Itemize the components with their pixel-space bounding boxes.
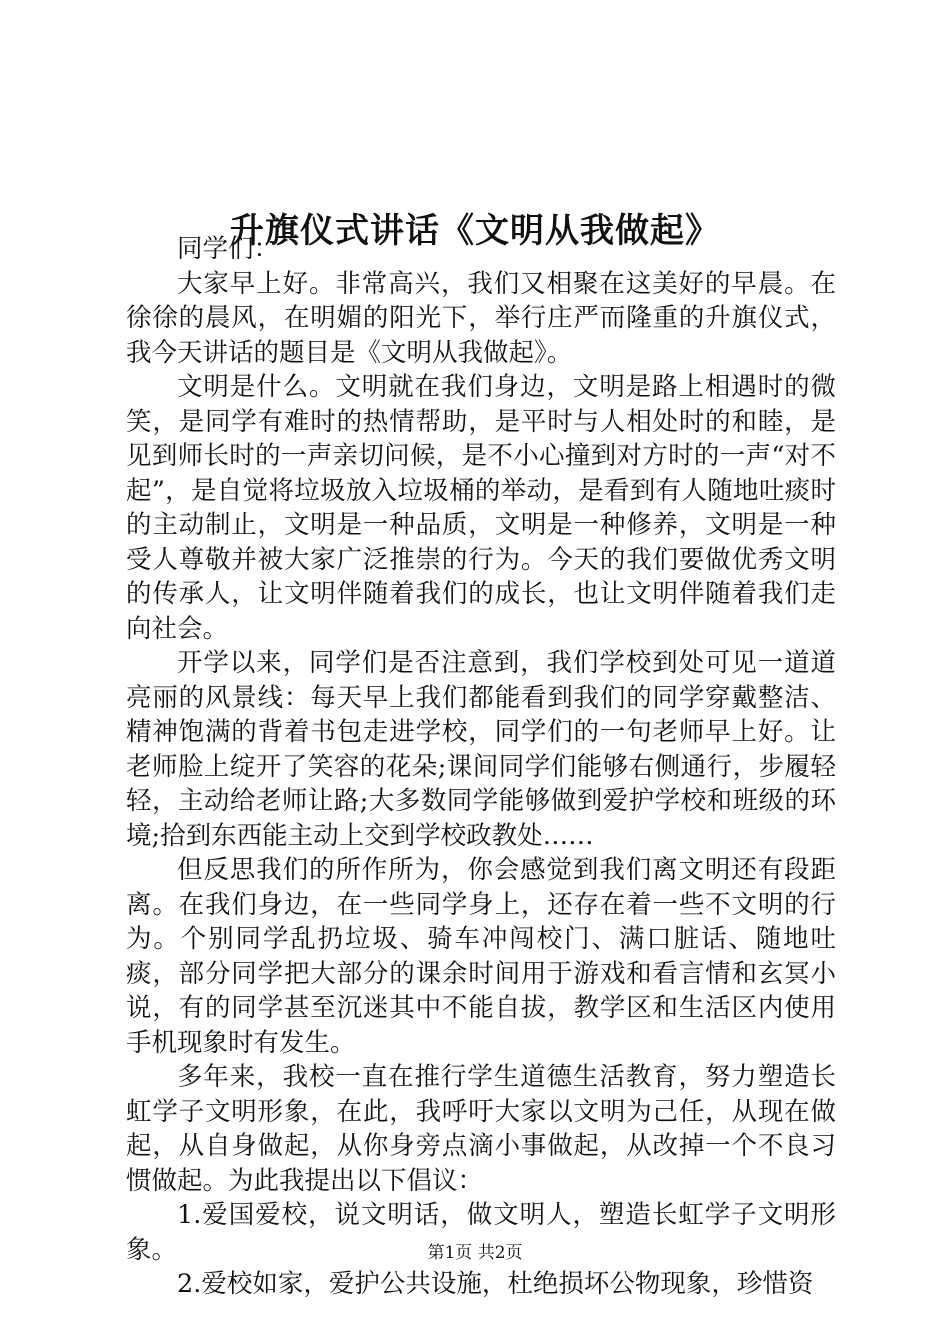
body-paragraph: 多年来，我校一直在推行学生道德生活教育，努力塑造长虹学子文明形象，在此，我呼吁大家以文明为己任，从现在做起，从自身做起，从你身旁点滴小事做起，从改掉一个不良习惯做起。为此我提出以下倡议：: [126, 1062, 836, 1196]
body-paragraph: 文明是什么。文明就在我们身边，文明是路上相遇时的微笑，是同学有难时的热情帮助，是平时与人相处时的和睦，是见到师长时的一声亲切问候，是不小心撞到对方时的一声“对不起”，是自觉将垃圾放入垃圾桶的举动，是看到有人随地吐痰时的主动制止，文明是一种品质，文明是一种修养，文明是一种受人尊敬并被大家广泛推崇的行为。今天的我们要做优秀文明的传承人，让文明伴随着我们的成长，也让文明伴随着我们走向社会。: [126, 372, 836, 644]
document-title: 升旗仪式讲话《文明从我做起》: [230, 210, 720, 251]
proposal-item: 2.爱校如家，爱护公共设施，杜绝损坏公物现象，珍惜资: [177, 1269, 814, 1299]
body-paragraph: 大家早上好。非常高兴，我们又相聚在这美好的早晨。在徐徐的晨风，在明媚的阳光下，举行庄严而隆重的升旗仪式，我今天讲话的题目是《文明从我做起》。: [126, 268, 836, 368]
body-paragraph: 但反思我们的所作所为，你会感觉到我们离文明还有段距离。在我们身边，在一些同学身上，还存在着一些不文明的行为。个别同学乱扔垃圾、骑车冲闯校门、满口脏话、随地吐痰，部分同学把大部分的课余时间用于游戏和看言情和玄冥小说，有的同学甚至沉迷其中不能自拔，教学区和生活区内使用手机现象时有发生。: [126, 855, 836, 1058]
document-body: [126, 232, 836, 1302]
body-paragraph: 开学以来，同学们是否注意到，我们学校到处可见一道道亮丽的风景线：每天早上我们都能看到我们的同学穿戴整洁、精神饱满的背着书包走进学校，同学们的一句老师早上好。让老师脸上绽开了笑容的花朵;课间同学们能够右侧通行，步履轻轻，主动给老师让路;大多数同学能够做到爱护学校和班级的环境;拾到东西能主动上交到学校政教处……: [126, 648, 836, 851]
page-number-footer: 第1页 共2页: [427, 1243, 523, 1263]
proposal-item: 1.爱国爱校，说文明话，做文明人，塑造长虹学子文明形象。: [126, 1200, 836, 1265]
salutation-paragraph: 同学们：: [177, 234, 280, 264]
